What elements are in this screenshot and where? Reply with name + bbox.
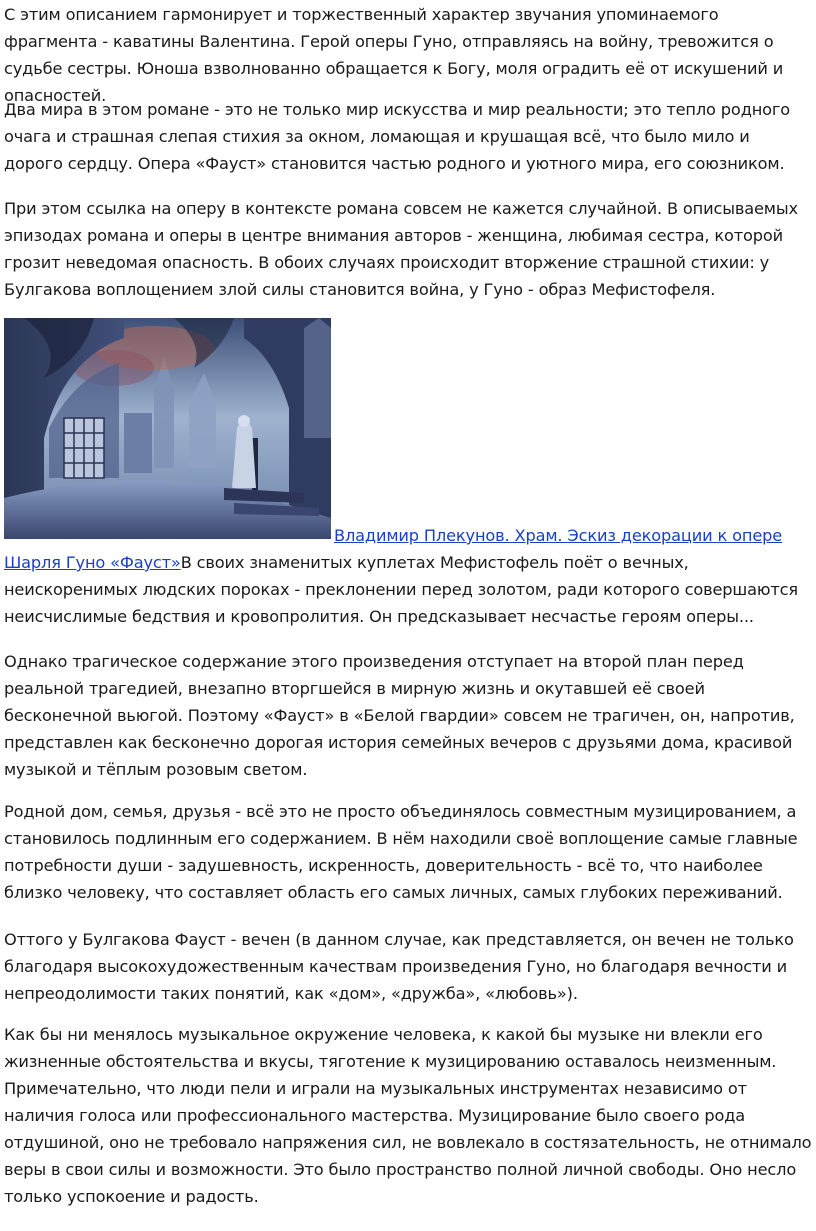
stage-sketch-image (4, 318, 331, 539)
paragraph-opera-reference: При этом ссылка на оперу в контексте романа совсем не кажется случайной. В описываемых эпизодах романа и оперы в центре внимания авторов - женщина, любимая сестра, которой грозит неведомая опасность. В обоих случаях происходит вторжение страшной стихии: у Булгакова воплощением злой силы становится война, у Гуно - образ Мефистофеля. (4, 199, 798, 299)
paragraph-two-worlds: Два мира в этом романе - это не только мир искусства и мир реальности; это тепло родного очага и страшная слепая стихия за окном, ломающая и крушащая всё, что было мило и дорого сердцу. Опера «Фауст» становится частью родного и уютного мира, его союзником. (4, 100, 791, 173)
paragraph-home-family: Родной дом, семья, друзья - всё это не просто объединялось совместным музицированием, а становилось подлинным его содержанием. В нём находили своё воплощение самые главные потребности души - задушевность, искренность, доверительность - всё то, что наиболее близко человеку, что составляет область его самых личных, самых глубоких переживаний. (4, 802, 798, 902)
paragraph-eternal-faust: Оттого у Булгакова Фауст - вечен (в данном случае, как представляется, он вечен не только благодаря высокохудожественным качествам произведения Гуно, но благодаря вечности и непреодолимости таких понятий, как «дом», «дружба», «любовь»). (4, 930, 794, 1003)
mephistopheles-text: В своих знаменитых куплетах Мефистофель поёт о вечных, неискоренимых людских пороках - преклонении перед золотом, ради которого совершаются неисчислимые бедствия и кровопролития. Он предсказывает несчастье героям оперы... (4, 553, 798, 626)
figure-paragraph (4, 522, 812, 630)
paragraph-tragedy: Однако трагическое содержание этого произведения отступает на второй план перед реальной трагедией, внезапно вторгшейся в мирную жизнь и окутавшей её своей бесконечной вьюгой. Поэтому «Фауст» в «Белой гвардии» совсем не трагичен, он, напротив, представлен как бесконечно дорогая история семейных вечеров с друзьями дома, красивой музыкой и тёплым розовым светом. (4, 652, 795, 779)
paragraph-cavatina: С этим описанием гармонирует и торжественный характер звучания упоминаемого фрагмента - каватины Валентина. Герой оперы Гуно, отправляясь на войну, тревожится о судьбе сестры. Юноша взволнованно обращается к Богу, моля оградить её от искушений и опасностей. (4, 5, 784, 105)
paragraph-music-making: Как бы ни менялось музыкальное окружение человека, к какой бы музыке ни влекли его жизненные обстоятельства и вкусы, тяготение к музицированию оставалось неизменным. Примечательно, что люди пели и играли на музыкальных инструментах независимо от наличия голоса или профессионального мастерства. Музицирование было своего рода отдушиной, оно не требовало напряжения сил, не вовлекало в состязательность, не отнимало веры в свои силы и возможности. Это было пространство полной личной свободы. Оно несло только успокоение и радость. (4, 1025, 812, 1206)
image-caption-link[interactable]: Владимир Плекунов. Храм. Эскиз декорации к опере Шарля Гуно «Фауст» (4, 526, 783, 572)
